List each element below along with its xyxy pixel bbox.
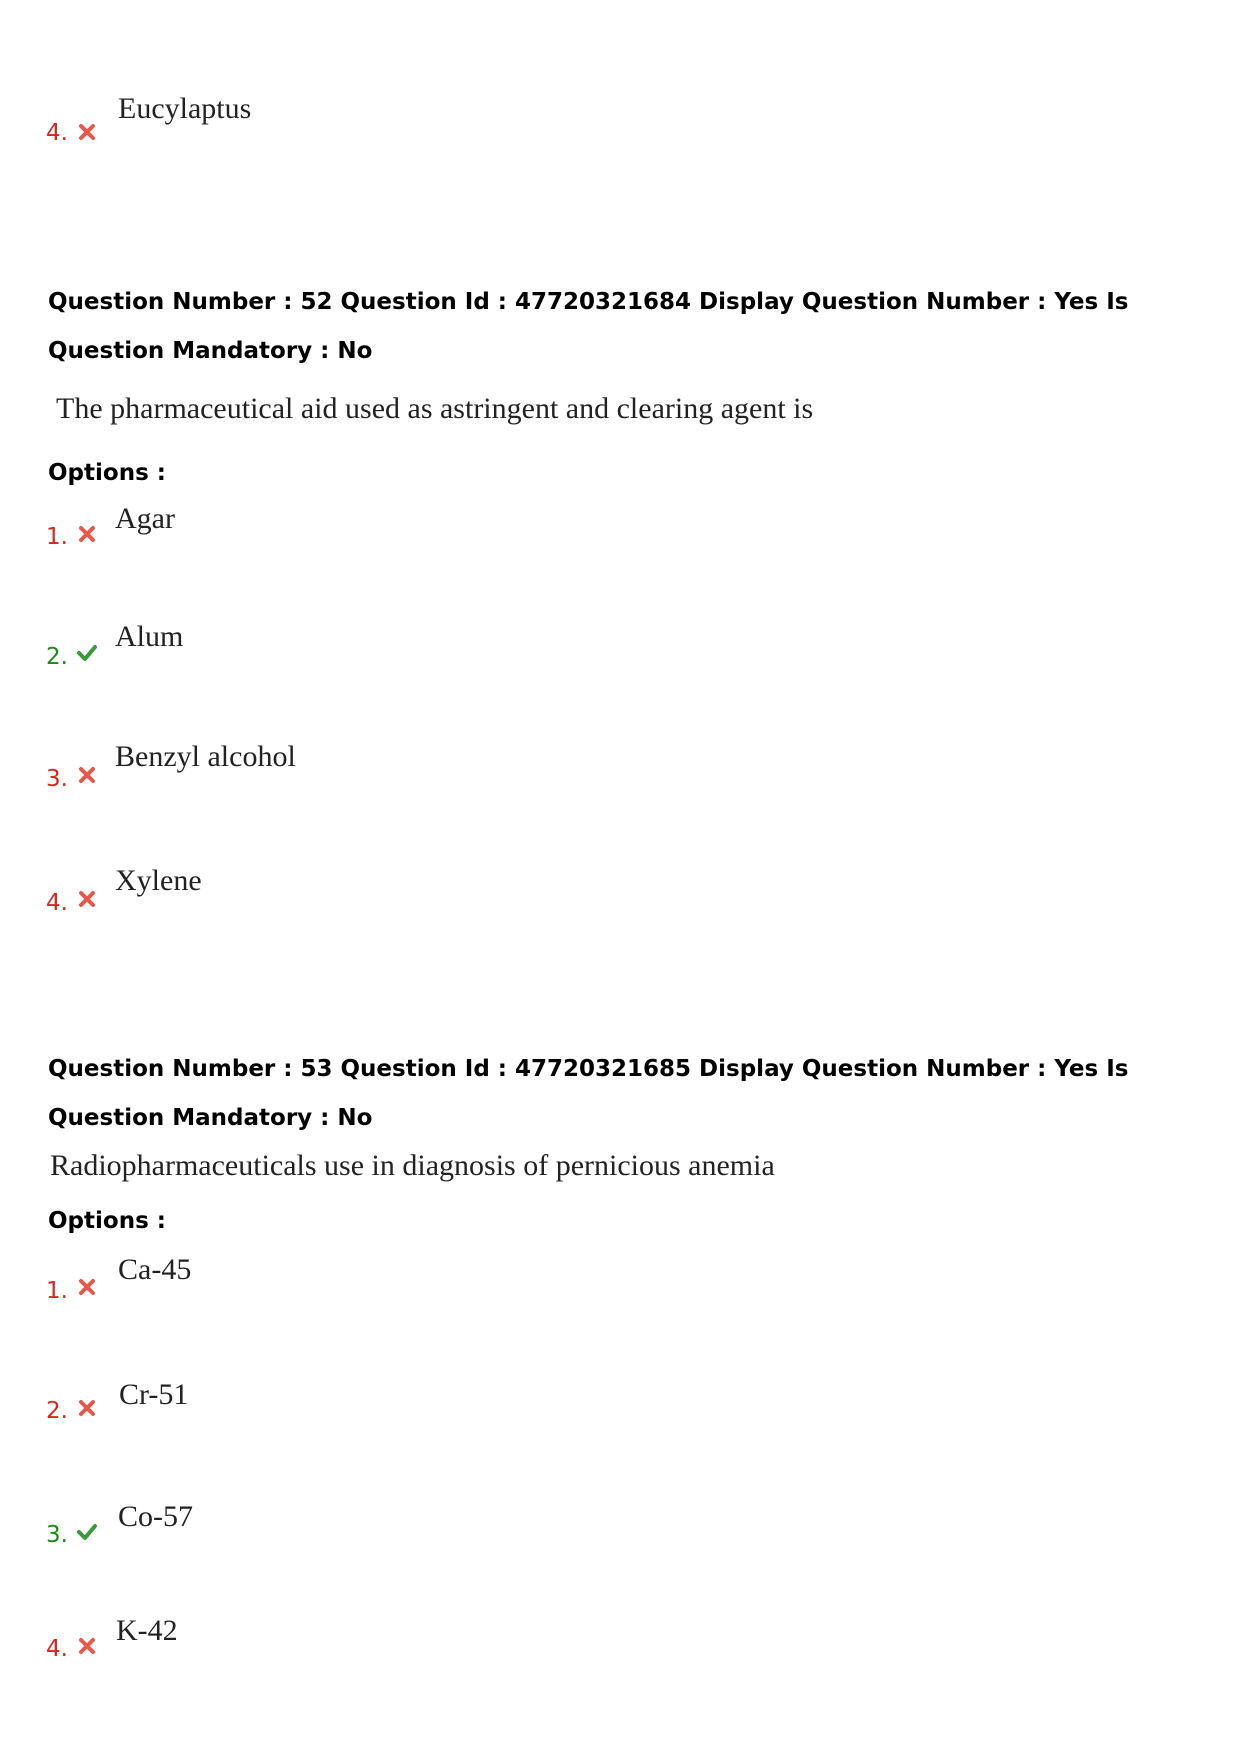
option-text: Cr-51 — [119, 1378, 189, 1411]
option-number: 1. — [46, 524, 68, 550]
option-number: 4. — [46, 1636, 68, 1662]
option-number: 3. — [46, 766, 68, 792]
cross-icon — [76, 1635, 98, 1657]
option-text: Xylene — [115, 864, 202, 897]
option-number: 1. — [46, 1278, 68, 1304]
cross-icon — [76, 523, 98, 545]
cross-icon — [76, 764, 98, 786]
cross-icon — [76, 1397, 98, 1419]
question-text: The pharmaceutical aid used as astringent and clearing agent is — [56, 392, 814, 425]
check-icon — [76, 1521, 98, 1543]
question-meta: Question Number : 52 Question Id : 47720321684 Display Question Number : Yes Is Question Mandatory : No — [48, 289, 1129, 364]
option-number: 2. — [46, 644, 68, 670]
option-text: Benzyl alcohol — [115, 740, 296, 773]
option-text: Eucylaptus — [118, 92, 252, 125]
option-text: Agar — [115, 502, 175, 535]
option-number: 4. — [46, 890, 68, 916]
option-text: Co-57 — [118, 1500, 193, 1533]
cross-icon — [76, 888, 98, 910]
option-number: 2. — [46, 1398, 68, 1424]
options-label: Options : — [48, 460, 166, 486]
options-label: Options : — [48, 1208, 166, 1234]
question-meta: Question Number : 53 Question Id : 47720321685 Display Question Number : Yes Is Question Mandatory : No — [48, 1056, 1129, 1131]
cross-icon — [76, 121, 98, 143]
option-text: Ca-45 — [118, 1253, 192, 1286]
question-text: Radiopharmaceuticals use in diagnosis of pernicious anemia — [50, 1149, 775, 1182]
option-text: Alum — [115, 620, 184, 653]
cross-icon — [76, 1276, 98, 1298]
option-text: K-42 — [116, 1614, 178, 1647]
option-number: 3. — [46, 1522, 68, 1548]
check-icon — [76, 642, 98, 664]
option-number: 4. — [46, 120, 68, 146]
